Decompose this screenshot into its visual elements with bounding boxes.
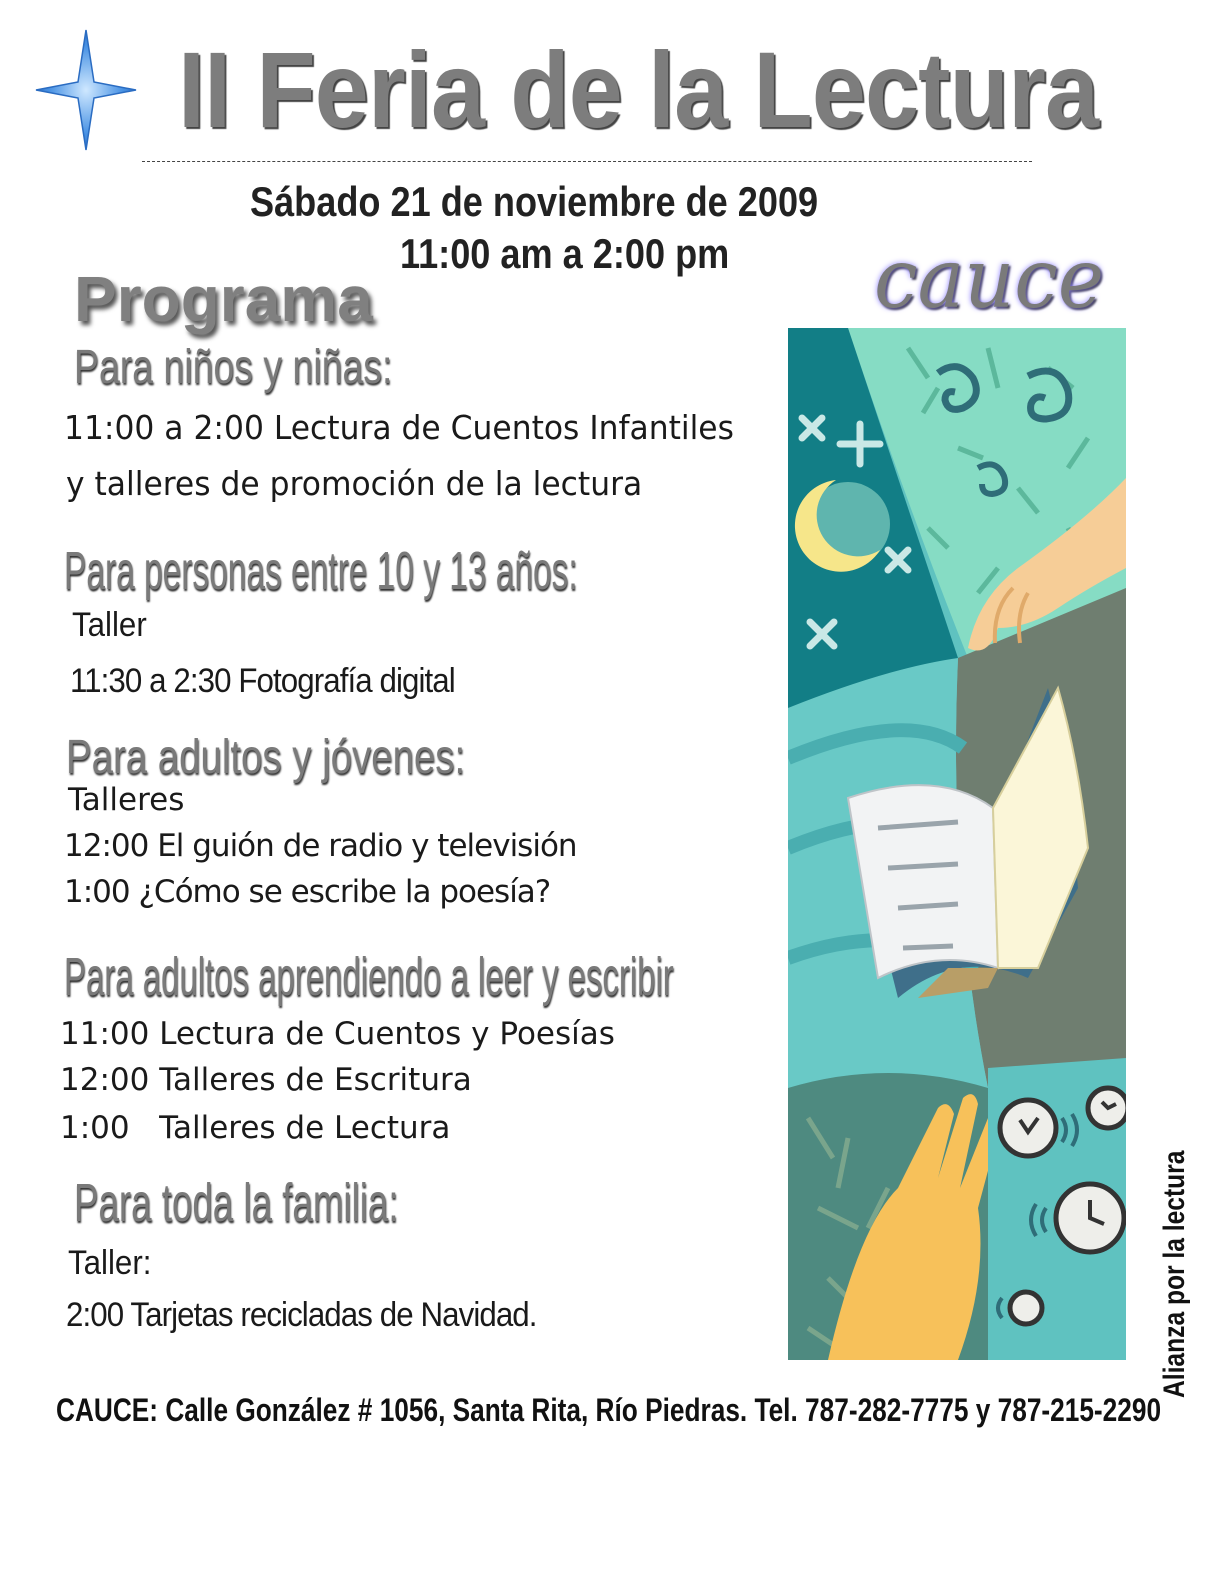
section-line: 11:30 a 2:30 Fotografía digital [70,662,455,700]
cauce-logo: cauce [874,232,1104,327]
section-line: 1:00 Talleres de Lectura [60,1110,451,1146]
section-line: 12:00 Talleres de Escritura [60,1062,472,1098]
section-line: Taller [72,606,147,644]
section-line: Talleres [68,782,185,818]
section-line: 11:00 Lectura de Cuentos y Poesías [60,1016,615,1052]
section-heading-children: Para niños y niñas: [74,341,393,394]
section-heading-adult-literacy: Para adultos aprendiendo a leer y escribir [64,947,674,1007]
title-divider [142,161,1032,162]
section-heading-family: Para toda la familia: [74,1173,399,1233]
event-time: 11:00 am a 2:00 pm [400,230,730,277]
section-line: 12:00 El guión de radio y televisión [64,828,577,864]
reading-illustration [788,328,1126,1360]
section-line: Taller: [68,1244,152,1282]
section-line: y talleres de promoción de la lectura [66,464,643,503]
event-date: Sábado 21 de noviembre de 2009 [250,178,819,225]
section-line: 11:00 a 2:00 Lectura de Cuentos Infantiles [64,408,734,447]
section-line: 1:00 ¿Cómo se escribe la poesía? [64,874,551,910]
section-heading-10-13: Para personas entre 10 y 13 años: [64,541,578,601]
program-heading: Programa [74,263,373,335]
section-heading-adults-youth: Para adultos y jóvenes: [66,731,466,784]
side-caption: Alianza por la lectura [1158,1150,1191,1398]
page-title: II Feria de la Lectura [178,29,1099,150]
star-icon [34,28,138,152]
footer-contact: CAUCE: Calle González # 1056, Santa Rita, Río Piedras. Tel. 787-282-7775 y 787-215-2290 [56,1392,1162,1428]
section-line: 2:00 Tarjetas recicladas de Navidad. [66,1296,537,1334]
